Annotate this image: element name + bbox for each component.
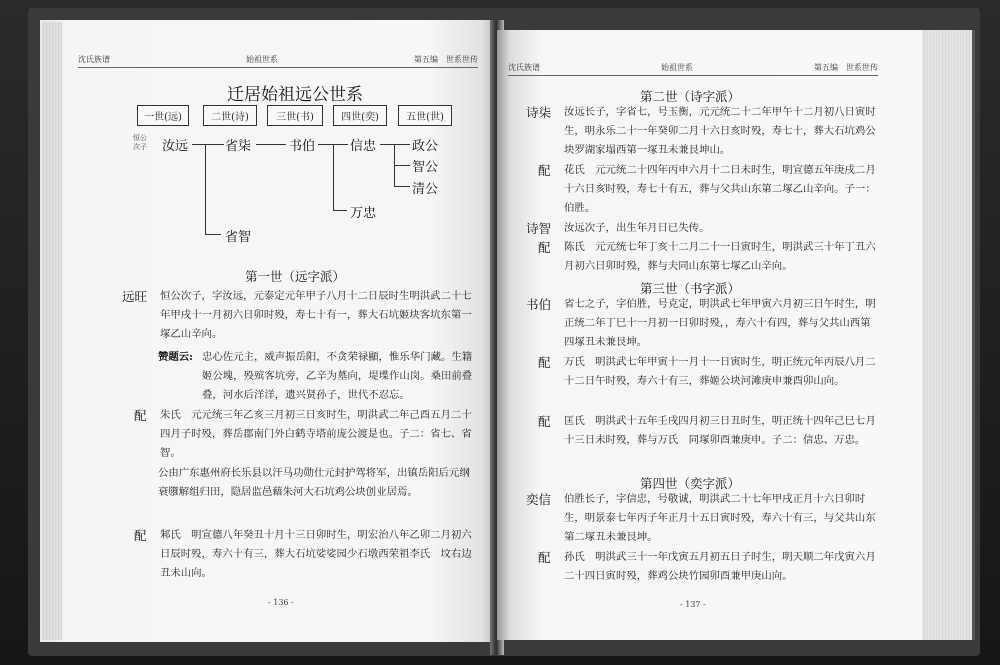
tree-connector — [394, 165, 410, 166]
entry-note — [158, 464, 473, 524]
entry-label: 配 — [538, 355, 551, 370]
running-head-chapter: 第五编 世系世传 — [814, 63, 878, 72]
entry-spouse — [538, 548, 876, 588]
generation-box-2: 二世(诗) — [203, 105, 257, 126]
running-head-book: 沈氏族谱 — [508, 63, 540, 72]
entry-record — [526, 219, 876, 239]
right-running-head — [508, 60, 878, 76]
entry-text: 朱氏 元元统三年乙亥三月初三日亥时生，明洪武二年己酉五月二十四月子时殁，葬岳郡南门外白鹤寺塔前庞公渡是也。子二：省七、省智。 — [160, 409, 472, 459]
section-title-gen2: 第二世（诗字派） — [639, 89, 740, 104]
section-title-gen1: 第一世（远字派） — [244, 269, 345, 284]
running-head-section: 始祖世系 — [661, 63, 693, 72]
entry-label: 赞题云: — [158, 351, 194, 363]
tree-connector — [394, 186, 410, 187]
entry-spouse — [134, 406, 474, 466]
running-head-chapter: 第五编 世系世传 — [414, 55, 478, 64]
page-number-left: - 136 - — [268, 598, 294, 607]
entry-label: 配 — [538, 414, 551, 429]
entry-text: 孙氏 明洪武三十一年戊寅五月初五日子时生，明天顺二年戊寅六月二十四日寅时殁，葬鸡公块竹园卯酉兼甲庚山向。 — [564, 551, 876, 582]
tree-gen4-name: 信忠 — [350, 139, 377, 154]
tree-gen5-name: 政公 — [412, 139, 439, 154]
entry-text: 汝远次子，出生年月日已失传。 — [564, 222, 710, 234]
tree-gen5-name: 清公 — [412, 182, 439, 197]
entry-spouse — [538, 238, 876, 278]
generation-box-3: 三世(书) — [267, 105, 323, 126]
entry-label: 诗柒 — [526, 105, 552, 120]
page-number-right: - 137 - — [680, 600, 706, 609]
entry-text: 匡氏 明洪武十五年壬戌四月初三日丑时生，明正统十四年己巳七月十三日未时殁，葬与万氏 同塚卯酉兼庚申。子二：信忠、万忠。 — [564, 415, 876, 446]
tree-gen5-name: 智公 — [412, 160, 439, 175]
entry-text: 邾氏 明宣德八年癸丑十月十三日卯时生，明宏治八年乙卯二月初六日辰时殁，寿六十有三，葬大石坑娑娑园少石墩西荣祖李氏 坟右边丑未山向。 — [160, 529, 472, 579]
tree-gen2-name: 省智 — [225, 230, 252, 245]
entry-record — [526, 490, 876, 550]
entry-label: 配 — [134, 528, 147, 543]
entry-text: 汝远长子，字省七，号玉衡，元元统二十二年甲午十二月初八日寅时生，明永乐二十一年癸卯二月十六日亥时殁，寿七十，葬大石坑鸡公块罗湖家塌西第一塚丑未兼艮坤山。 — [564, 106, 876, 156]
tree-connector — [205, 144, 206, 234]
entry-text: 陈氏 元元统七年丁亥十二月二十一日寅时生，明洪武三十年丁丑六月初六日卯时殁，葬与夫同山东第七塚乙山辛向。 — [564, 241, 876, 272]
tree-connector — [380, 144, 410, 145]
tree-connector — [192, 144, 224, 145]
tree-connector — [333, 144, 334, 210]
entry-label: 配 — [538, 240, 551, 255]
running-head-book: 沈氏族谱 — [78, 55, 110, 64]
entry-label: 奕信 — [526, 492, 552, 507]
entry-label: 诗智 — [526, 221, 552, 236]
entry-spouse — [538, 412, 876, 472]
entry-label: 配 — [538, 550, 551, 565]
entry-label: 配 — [538, 163, 551, 178]
running-head-section: 始祖世系 — [246, 55, 278, 64]
entry-label: 书伯 — [526, 297, 552, 312]
entry-text: 花氏 元元统二十四年丙申六月十二日未时生，明宣德五年庚戌二月十六日亥时殁，寿七十有五，葬与父共山东第二塚乙山辛向。子一：伯胜。 — [564, 164, 876, 214]
tree-gen4-name: 万忠 — [350, 206, 377, 221]
tree-connector — [256, 144, 286, 145]
tree-gen3-name: 书伯 — [289, 139, 316, 154]
entry-spouse — [538, 353, 876, 413]
entry-record — [526, 295, 876, 355]
entry-spouse — [134, 526, 474, 586]
entry-text: 省七之子，字伯胜，号克定，明洪武七年甲寅六月初三日午时生，明正统二年丁巳十一月初一日卯时殁，，寿六十有四，葬与父共山西第四塚丑未兼艮坤。 — [564, 298, 876, 348]
tree-gen2-name: 省柒 — [225, 139, 252, 154]
tree-note: 恒公次子 — [133, 134, 147, 151]
entry-eulogy — [158, 348, 473, 408]
entry-text: 忠心佐元主，威声振岳阳，不贪荣禄顯，惟乐华门藏。生籍姬公塊，殁殡客坑旁，乙辛为墓向，堤堞作山岗。桑田前叠叠，河水后洋洋，遗兴贤孙子，世代不忍忘。 — [202, 351, 473, 401]
generation-box-4: 四世(奕) — [333, 105, 387, 126]
left-running-head — [78, 52, 478, 68]
tree-connector — [205, 234, 221, 235]
tree-gen1-name: 汝远 — [162, 139, 189, 154]
entry-record — [526, 103, 876, 163]
entry-text: 恒公次子，字汝远，元泰定元年甲子八月十二日辰时生明洪武二十七年甲戌十一月初六日卯时殁，寿七十有一，葬大石坑姬块客坑东第一塚乙山辛向。 — [160, 290, 472, 340]
section-title-gen3: 第三世（书字派） — [639, 281, 740, 296]
right-page-edges — [920, 30, 975, 640]
genealogy-title: 迁居始祖远公世系 — [227, 85, 363, 105]
left-page-edges — [42, 22, 62, 640]
entry-text: 万氏 明洪武七年甲寅十一月十一日寅时生，明正统元年丙辰八月二十二日午时殁，寿六十有三，葬姬公块河滩庚申兼酉卯山向。 — [564, 356, 876, 387]
entry-text: 公由广东惠州府长乐县以汗马功勋仕元封护驾将军，出镇岳阳后元纲衰隳解组归田，隐居监邑藉朱河大石坑鸡公块创业居焉。 — [158, 467, 470, 498]
tree-connector — [333, 210, 347, 211]
section-title-gen4: 第四世（奕字派） — [639, 476, 740, 491]
generation-box-1: 一世(远) — [137, 105, 189, 126]
generation-box-5: 五世(世) — [398, 105, 452, 126]
entry-spouse — [538, 161, 876, 221]
entry-label: 远旺 — [122, 289, 148, 304]
entry-label: 配 — [134, 408, 147, 423]
entry-record — [122, 287, 472, 347]
entry-text: 伯胜长子，字信忠，号敬诚，明洪武二十七年甲戌正月十六日卯时生，明景泰七年丙子年正月十五日寅时殁，寿六十有三，与父共山东第二塚丑未兼艮坤。 — [564, 493, 876, 543]
